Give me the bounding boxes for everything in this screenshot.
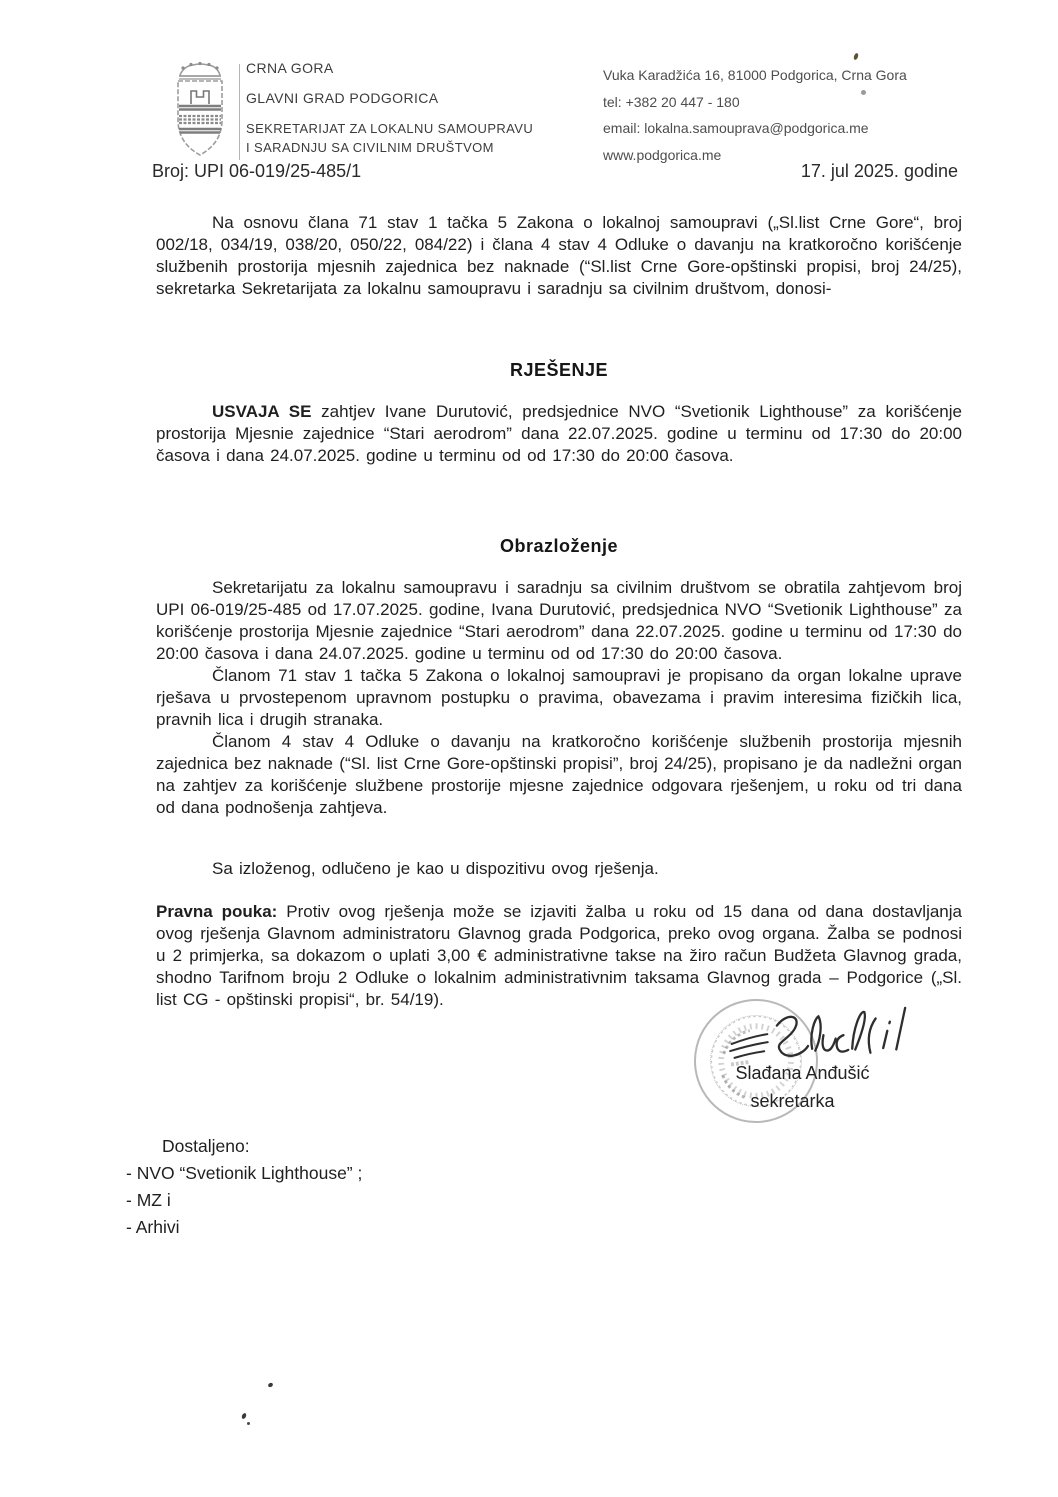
header-divider xyxy=(239,64,240,160)
address-line: Vuka Karadžića 16, 81000 Podgorica, Crna Gora xyxy=(603,67,907,83)
country-name: CRNA GORA xyxy=(246,60,334,76)
rationale-block xyxy=(156,577,962,819)
legal-remedy-block xyxy=(156,901,962,1011)
scan-speck xyxy=(241,1412,247,1419)
website-line: www.podgorica.me xyxy=(603,146,722,163)
decision-paragraph xyxy=(156,401,962,467)
rationale-paragraph-2: Članom 71 stav 1 tačka 5 Zakona o lokalnoj samoupravi je propisano da organ lokalne uprave rješava u prvostepenom upravnom postupku o pravima, obavezama i pravim interesima fizičkih lica, pravnih lica i drugih stranaka. xyxy=(156,666,962,729)
closing-statement-block xyxy=(156,858,962,880)
signatory-title: sekretarka xyxy=(750,1091,835,1111)
scan-speck xyxy=(267,1382,273,1388)
decision-body-text: zahtjev Ivane Durutović, predsjednice NVO “Svetionik Lighthouse” za korišćenje prostorija Mjesnie zajednice “Stari aerodrom” dana 22.07.2025. godine u terminu od 17:30 do 20:00 časova i dana 24.07.2025. godine u terminu od od 17:30 do 20:00 časova. xyxy=(156,402,962,465)
contact-info-block xyxy=(603,62,907,168)
rationale-heading: Obrazloženje xyxy=(499,536,619,556)
email-line: email: lokalna.samouprava@podgorica.me xyxy=(603,120,869,136)
secretariat-name-line1: SEKRETARIJAT ZA LOKALNU SAMOUPRAVU xyxy=(246,121,534,136)
decision-heading: RJEŠENJE xyxy=(509,360,609,380)
legal-basis-paragraph: Na osnovu člana 71 stav 1 tačka 5 Zakona o lokalnoj samoupravi („Sl.list Crne Gore“, broj 002/18, 034/19, 038/20, 050/22, 084/22) i člana 4 stav 4 Odluke o davanju na kratkoročno korišćenje službenih prostorija mjesnih zajednica bez naknade (“Sl.list Crne Gore-opštinski propisi, broj 24/25), sekretarka Sekretarijata za lokalnu samoupravu i saradnju sa civilnim društvom, donosi- xyxy=(156,213,962,298)
reference-row xyxy=(152,161,958,182)
rationale-paragraph-1: Sekretarijatu za lokalnu samoupravu i saradnju sa civilnim društvom se obratila zahtjevom broj UPI 06-019/25-485 od 17.07.2025. godine, Ivana Durutović, predsjednica NVO “Svetionik Lighthouse” za korišćenje prostorija Mjesnie zajednice “Stari aerodrom” dana 22.07.2025. godine u terminu od 17:30 do 20:00 časova i dana 24.07.2025. godine u terminu od od 17:30 do 20:00 časova. xyxy=(156,578,962,663)
scan-speck xyxy=(853,53,859,61)
decision-lead-text: USVAJA SE xyxy=(212,402,312,421)
distribution-item: - Arhivi xyxy=(126,1217,180,1237)
document-date: 17. jul 2025. godine xyxy=(800,161,958,181)
legal-remedy-text: Protiv ovog rješenja može se izjaviti žalba u roku od 15 dana od dana dostavljanja ovog rješenja Glavnom administratoru Glavnog grada Podgorica, preko ovog organa. Žalba se podnosi u 2 primjerka, sa dokazom o uplati 3,00 € administrativne takse na žiro račun Budžeta Glavnog grada, shodno Tarifnom broju 2 Odluke o lokalnim administrativnim taksama Glavnog grada – Podgorice („Sl. list CG - opštinski propisi“, br. 54/19). xyxy=(156,902,962,1009)
phone-line: tel: +382 20 447 - 180 xyxy=(603,93,740,110)
distribution-label: Dostaljeno: xyxy=(162,1136,250,1156)
distribution-item: - MZ i xyxy=(126,1190,171,1210)
podgorica-coat-of-arms-icon xyxy=(168,58,232,162)
signatory-name: Slađana Anđušić xyxy=(735,1063,870,1083)
rationale-paragraph-3: Članom 4 stav 4 Odluke o davanju na kratkoročno korišćenje službenih prostorija mjesnih zajednica bez naknade (“Sl. list Crne Gore-opštinski propisi”, broj 24/25), propisano je da nadležni organ na zahtjev za korišćenje službene prostorije mjesne zajednice odgovara rješenjem, u roku od tri dana od dana podnošenja zahtjeva. xyxy=(156,732,962,817)
intro-paragraph-block xyxy=(156,212,962,300)
decision-block xyxy=(156,401,962,467)
city-name: GLAVNI GRAD PODGORICA xyxy=(246,90,439,106)
distribution-list xyxy=(126,1133,362,1241)
distribution-item: - NVO “Svetionik Lighthouse” ; xyxy=(126,1163,363,1183)
scan-speck xyxy=(247,1422,250,1425)
legal-remedy-paragraph xyxy=(156,901,962,1011)
issuing-authority-block xyxy=(246,60,533,157)
secretariat-name-line2: I SARADNJU SA CIVILNIM DRUŠTVOM xyxy=(246,140,494,155)
closing-statement: Sa izloženog, odlučeno je kao u dispozitivu ovog rješenja. xyxy=(212,859,659,878)
legal-remedy-label: Pravna pouka: xyxy=(156,902,278,921)
scan-speck xyxy=(861,90,866,95)
case-number: Broj: UPI 06-019/25-485/1 xyxy=(152,161,362,181)
